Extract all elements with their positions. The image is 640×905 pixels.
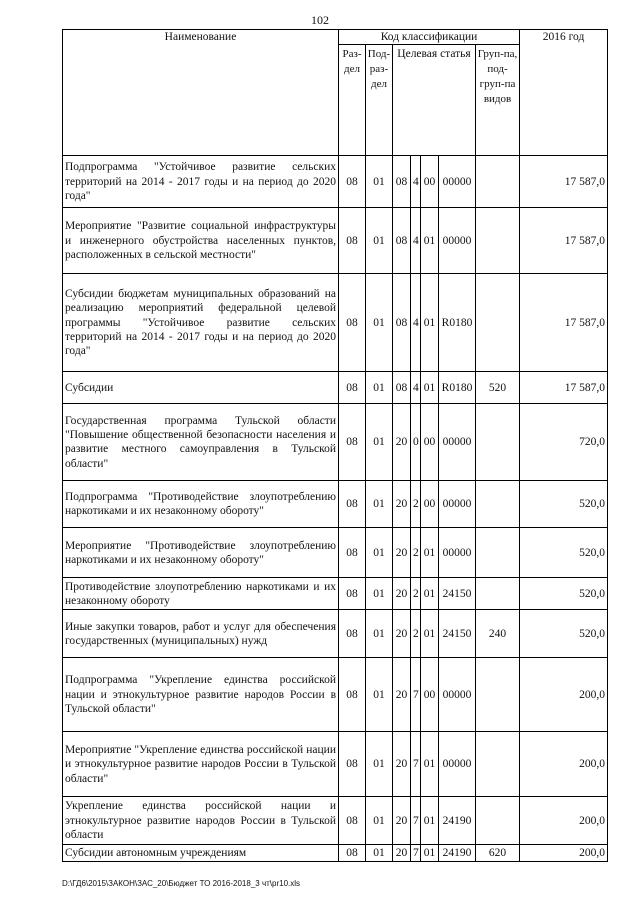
row-group: [476, 274, 520, 372]
row-target-event: 01: [421, 732, 439, 797]
row-amount: 17 587,0: [520, 372, 608, 404]
row-amount: 720,0: [520, 404, 608, 481]
row-target-subprogram: 4: [411, 156, 421, 208]
row-name: Подпрограмма "Противодействие злоупотреблению наркотиками и их незаконному обороту": [63, 481, 339, 528]
row-target-subprogram: 2: [411, 610, 421, 658]
row-razdel: 08: [339, 208, 366, 274]
row-razdel: 08: [339, 404, 366, 481]
row-podrazdel: 01: [366, 481, 393, 528]
row-target-direction: 24150: [439, 578, 476, 610]
budget-table: [62, 29, 608, 862]
row-name: Укрепление единства российской нации и этнокультурное развитие народов России в Тульской области: [63, 797, 339, 845]
row-amount: 17 587,0: [520, 274, 608, 372]
row-target-direction: 00000: [439, 528, 476, 578]
row-podrazdel: 01: [366, 845, 393, 862]
table-row: [63, 797, 608, 845]
row-target-program: 08: [393, 372, 411, 404]
row-group: 240: [476, 610, 520, 658]
row-amount: 200,0: [520, 658, 608, 732]
row-name: Мероприятие "Развитие социальной инфраструктуры и инженерного обустройства населенных пунктов, расположенных в сельской местности": [63, 208, 339, 274]
row-target-program: 20: [393, 481, 411, 528]
table-row: [63, 208, 608, 274]
table-body: [63, 156, 608, 862]
row-target-direction: 00000: [439, 732, 476, 797]
row-target-subprogram: 7: [411, 797, 421, 845]
row-name: Мероприятие "Укрепление единства российской нации и этнокультурное развитие народов России в Тульской области": [63, 732, 339, 797]
header-row-top: [63, 30, 608, 45]
header-name: Наименование: [63, 30, 339, 156]
row-target-program: 08: [393, 208, 411, 274]
row-target-event: 01: [421, 528, 439, 578]
row-target-program: 08: [393, 274, 411, 372]
row-podrazdel: 01: [366, 732, 393, 797]
header-group: Груп-па, под-груп-па видов: [476, 45, 520, 156]
row-group: [476, 797, 520, 845]
row-target-event: 00: [421, 156, 439, 208]
row-target-subprogram: 4: [411, 274, 421, 372]
row-target-direction: 00000: [439, 156, 476, 208]
row-target-subprogram: 7: [411, 732, 421, 797]
row-target-event: 00: [421, 404, 439, 481]
table-row: [63, 732, 608, 797]
table-row: [63, 274, 608, 372]
row-target-direction: 00000: [439, 404, 476, 481]
row-name: Субсидии автономным учреждениям: [63, 845, 339, 862]
row-podrazdel: 01: [366, 528, 393, 578]
row-target-event: 01: [421, 845, 439, 862]
row-name: Субсидии: [63, 372, 339, 404]
row-podrazdel: 01: [366, 797, 393, 845]
row-group: [476, 658, 520, 732]
row-razdel: 08: [339, 732, 366, 797]
table-row: [63, 156, 608, 208]
row-target-direction: R0180: [439, 372, 476, 404]
row-group: [476, 404, 520, 481]
row-target-direction: 24190: [439, 845, 476, 862]
row-target-subprogram: 2: [411, 528, 421, 578]
row-target-program: 20: [393, 528, 411, 578]
row-target-program: 20: [393, 797, 411, 845]
row-razdel: 08: [339, 578, 366, 610]
row-target-direction: 24190: [439, 797, 476, 845]
row-target-event: 01: [421, 274, 439, 372]
row-group: [476, 528, 520, 578]
row-name: Подпрограмма "Укрепление единства российской нации и этнокультурное развитие народов России в Тульской области": [63, 658, 339, 732]
row-name: Подпрограмма "Устойчивое развитие сельских территорий на 2014 - 2017 годы и на период до 2020 года": [63, 156, 339, 208]
row-target-direction: R0180: [439, 274, 476, 372]
row-name: Государственная программа Тульской области "Повышение общественной безопасности населения и развитие местного самоуправления в Тульской области": [63, 404, 339, 481]
row-target-event: 01: [421, 797, 439, 845]
row-target-subprogram: 2: [411, 578, 421, 610]
header-year: 2016 год: [520, 30, 608, 156]
row-target-subprogram: 7: [411, 658, 421, 732]
row-target-direction: 24150: [439, 610, 476, 658]
row-podrazdel: 01: [366, 156, 393, 208]
row-target-direction: 00000: [439, 481, 476, 528]
row-name: Мероприятие "Противодействие злоупотреблению наркотиками и их незаконному обороту": [63, 528, 339, 578]
row-target-program: 20: [393, 732, 411, 797]
row-group: [476, 732, 520, 797]
row-amount: 520,0: [520, 528, 608, 578]
row-target-program: 20: [393, 658, 411, 732]
header-podrazdel: Под-раз-дел: [366, 45, 393, 156]
row-razdel: 08: [339, 528, 366, 578]
row-amount: 200,0: [520, 732, 608, 797]
row-razdel: 08: [339, 658, 366, 732]
row-target-subprogram: 7: [411, 845, 421, 862]
row-group: [476, 481, 520, 528]
row-razdel: 08: [339, 797, 366, 845]
row-name: Противодействие злоупотреблению наркотиками и их незаконному обороту: [63, 578, 339, 610]
row-razdel: 08: [339, 610, 366, 658]
row-group: [476, 156, 520, 208]
table-row: [63, 528, 608, 578]
row-target-program: 08: [393, 156, 411, 208]
row-razdel: 08: [339, 481, 366, 528]
row-target-event: 01: [421, 610, 439, 658]
row-podrazdel: 01: [366, 578, 393, 610]
row-group: 520: [476, 372, 520, 404]
row-amount: 200,0: [520, 797, 608, 845]
row-name: Субсидии бюджетам муниципальных образований на реализацию мероприятий федеральной целевой программы "Устойчивое развитие сельских территорий на 2014 - 2017 годы и на период до 2020 года": [63, 274, 339, 372]
row-razdel: 08: [339, 274, 366, 372]
row-podrazdel: 01: [366, 274, 393, 372]
row-target-subprogram: 0: [411, 404, 421, 481]
row-razdel: 08: [339, 845, 366, 862]
row-group: [476, 578, 520, 610]
table-row: [63, 658, 608, 732]
row-razdel: 08: [339, 156, 366, 208]
row-amount: 17 587,0: [520, 208, 608, 274]
row-target-event: 00: [421, 481, 439, 528]
row-group: [476, 208, 520, 274]
row-target-direction: 00000: [439, 208, 476, 274]
row-podrazdel: 01: [366, 208, 393, 274]
table-row: [63, 610, 608, 658]
table-row: [63, 372, 608, 404]
row-podrazdel: 01: [366, 372, 393, 404]
row-target-program: 20: [393, 845, 411, 862]
row-amount: 200,0: [520, 845, 608, 862]
row-group: 620: [476, 845, 520, 862]
row-podrazdel: 01: [366, 610, 393, 658]
page-number: 102: [311, 13, 329, 27]
row-target-subprogram: 4: [411, 208, 421, 274]
row-razdel: 08: [339, 372, 366, 404]
row-target-event: 01: [421, 372, 439, 404]
row-target-program: 20: [393, 610, 411, 658]
header-razdel: Раз-дел: [339, 45, 366, 156]
row-target-event: 00: [421, 658, 439, 732]
row-target-direction: 00000: [439, 658, 476, 732]
row-amount: 17 587,0: [520, 156, 608, 208]
table-row: [63, 578, 608, 610]
row-target-event: 01: [421, 578, 439, 610]
table-row: [63, 481, 608, 528]
footer-file-path: D:\ГД6\2015\ЗАКОН\ЗАС_20\Бюджет ТО 2016-2018_3 чт\pr10.xls: [62, 879, 301, 888]
row-name: Иные закупки товаров, работ и услуг для обеспечения государственных (муниципальных) нужд: [63, 610, 339, 658]
row-target-event: 01: [421, 208, 439, 274]
row-target-program: 20: [393, 578, 411, 610]
row-amount: 520,0: [520, 578, 608, 610]
table-row: [63, 845, 608, 862]
table-row: [63, 404, 608, 481]
header-target-article: Целевая статья: [393, 45, 476, 156]
row-amount: 520,0: [520, 610, 608, 658]
header-code-classification: Код классификации: [339, 30, 520, 45]
row-target-subprogram: 2: [411, 481, 421, 528]
row-amount: 520,0: [520, 481, 608, 528]
row-target-subprogram: 4: [411, 372, 421, 404]
row-podrazdel: 01: [366, 404, 393, 481]
row-podrazdel: 01: [366, 658, 393, 732]
row-target-program: 20: [393, 404, 411, 481]
